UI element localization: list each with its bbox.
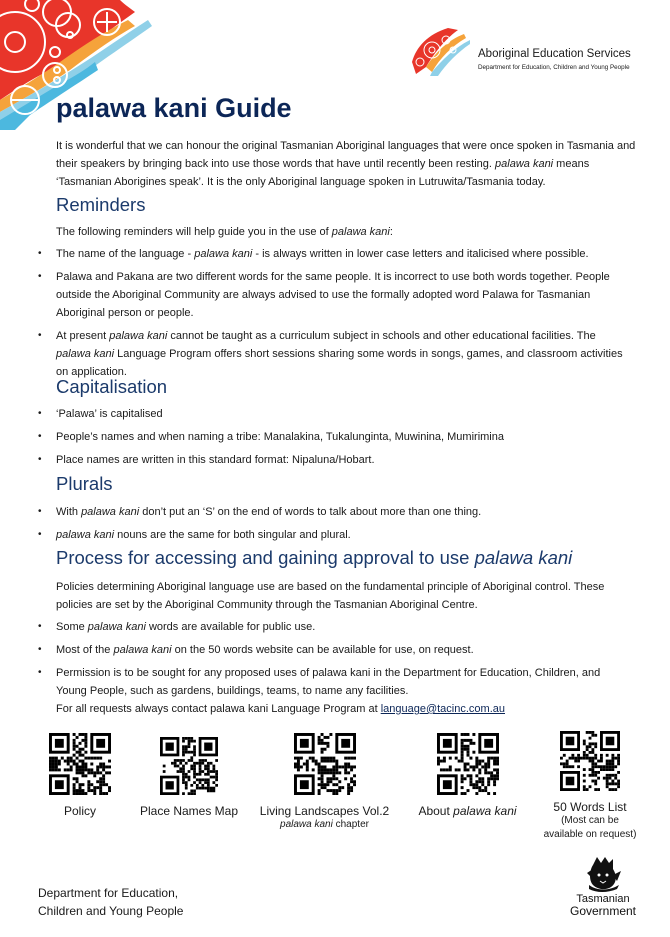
list-item xyxy=(38,503,648,521)
qr-code-icon xyxy=(560,731,620,791)
qr-50-words-list[interactable] xyxy=(535,731,645,842)
qr-code-icon xyxy=(160,737,218,795)
item-text: With xyxy=(56,506,82,518)
list-item xyxy=(38,268,648,322)
reminders-lead-post: : xyxy=(389,226,393,238)
item-text: nouns are the same for both singular and plural. xyxy=(114,529,351,541)
intro-paragraph xyxy=(56,137,646,191)
qr-sublabel: (Most can be available on request) xyxy=(543,815,637,840)
item-text: Language Program offers short sessions sharing some words in songs, games, and classroom activities on application. xyxy=(56,348,623,378)
reminders-lead xyxy=(56,223,646,241)
gov-logo-line2: Government xyxy=(569,904,637,918)
item-text: don’t put an ‘S’ on the end of words to talk about more than one thing. xyxy=(139,506,482,518)
reminders-lead-em: palawa kani xyxy=(331,226,390,238)
qr-sublabel-text: chapter xyxy=(332,819,369,830)
reminders-lead-text: The following reminders will help guide you in the use of xyxy=(56,226,332,238)
qr-label: Place Names Map xyxy=(139,804,239,818)
footer-dept-line2: Children and Young People xyxy=(38,904,184,918)
item-text: on the 50 words website can be available for use, on request. xyxy=(171,644,474,656)
item-em: palawa kani xyxy=(56,348,115,360)
aes-logo-subtitle: Department for Education, Children and Young People xyxy=(478,64,630,71)
process-heading-em: palawa kani xyxy=(474,547,573,568)
capitalisation-heading: Capitalisation xyxy=(56,376,168,397)
intro-text-1: It is wonderful that we can honour the original Tasmanian Aboriginal languages that were once spoken in Tasmania and their speakers by bringing back into use those words that have until recently been resting. xyxy=(56,140,636,170)
process-heading xyxy=(56,547,572,569)
item-text: Some xyxy=(56,621,88,633)
gov-logo-line1: Tasmanian xyxy=(576,893,630,905)
item-em: palawa kani xyxy=(194,248,253,260)
qr-code-icon xyxy=(49,733,111,795)
list-item xyxy=(38,327,648,381)
list-item xyxy=(38,664,648,700)
item-text: Most of the xyxy=(56,644,114,656)
plurals-heading: Plurals xyxy=(56,473,113,494)
item-em: palawa kani xyxy=(87,621,146,633)
qr-label: Living Landscapes Vol.2 xyxy=(259,804,390,818)
list-item xyxy=(38,526,648,544)
intro-text-2: means ‘Tasmanian Aborigines speak’. It is the only Aboriginal language spoken in Lutruwita/Tasmania today. xyxy=(56,158,590,188)
item-em: palawa kani xyxy=(113,644,172,656)
list-item: • ‘Palawa’ is capitalised xyxy=(38,405,648,423)
list-item xyxy=(38,641,648,659)
aes-logo xyxy=(408,22,658,84)
item-text: cannot be taught as a curriculum subject in schools and other educational facilities. The xyxy=(167,330,596,342)
item-em: palawa kani xyxy=(56,529,115,541)
reminders-heading: Reminders xyxy=(56,194,146,215)
qr-sublabel xyxy=(252,818,397,832)
qr-label: 50 Words List xyxy=(553,800,627,814)
qr-place-names-map[interactable] xyxy=(130,737,248,818)
item-text: words are available for public use. xyxy=(145,621,316,633)
capitalisation-list xyxy=(38,405,648,474)
footer-department xyxy=(38,884,183,920)
intro-em: palawa kani xyxy=(495,158,554,170)
list-item xyxy=(38,618,648,636)
qr-policy[interactable] xyxy=(30,733,130,818)
qr-code-icon xyxy=(294,733,356,795)
item-text: Permission is to be sought for any proposed uses of palawa kani in the Department for Education, Children, and Young People, such as gardens, buildings, teams, to name any facilities. xyxy=(56,667,601,697)
item-em: palawa kani xyxy=(81,506,140,518)
item-text: - is always written in lower case letters and italicised where possible. xyxy=(252,248,589,260)
contact-text: For all requests always contact palawa kani Language Program at xyxy=(56,703,381,715)
tasmanian-government-logo xyxy=(568,855,638,917)
list-item: • People’s names and when naming a tribe: Manalakina, Tukalunginta, Muwinina, Mumirimina xyxy=(38,428,648,446)
list-item: • Place names are written in this standard format: Nipaluna/Hobart. xyxy=(38,451,648,469)
qr-sublabel-em: palawa kani xyxy=(280,819,333,830)
contact-line xyxy=(56,700,646,718)
qr-about-palawa-kani[interactable] xyxy=(410,733,525,818)
aes-logo-name: Aboriginal Education Services xyxy=(478,48,631,60)
qr-label: Policy xyxy=(63,804,96,818)
footer-dept-line1: Department for Education, xyxy=(38,886,179,900)
page-title: palawa kani Guide xyxy=(56,93,292,123)
tasmanian-tiger-icon xyxy=(583,855,623,893)
process-lead: Policies determining Aboriginal language use are based on the fundamental principle of Aboriginal control. These policies are set by the Aboriginal Community through the Tasmanian Aboriginal Centre. xyxy=(56,581,605,611)
plurals-list xyxy=(38,503,648,549)
reminders-list xyxy=(38,245,648,386)
aes-logo-mark xyxy=(408,22,472,78)
contact-email-link[interactable]: language@tacinc.com.au xyxy=(380,703,505,715)
item-text: At present xyxy=(56,330,110,342)
item-text: Palawa and Pakana are two different words for the same people. It is incorrect to use both words together. People outside the Aboriginal Community are always advised to use the formally adopted word Palawa for Tasmanian Aboriginal person or people. xyxy=(56,271,610,319)
qr-label-em: palawa kani xyxy=(453,804,517,818)
qr-label-text: About xyxy=(418,804,454,818)
qr-label xyxy=(410,804,525,818)
list-item xyxy=(38,245,648,263)
process-heading-text: Process for accessing and gaining approval to use xyxy=(56,547,475,568)
item-text: The name of the language - xyxy=(56,248,195,260)
qr-living-landscapes[interactable] xyxy=(252,733,397,832)
process-list xyxy=(38,618,648,705)
qr-code-icon xyxy=(437,733,499,795)
item-em: palawa kani xyxy=(109,330,168,342)
